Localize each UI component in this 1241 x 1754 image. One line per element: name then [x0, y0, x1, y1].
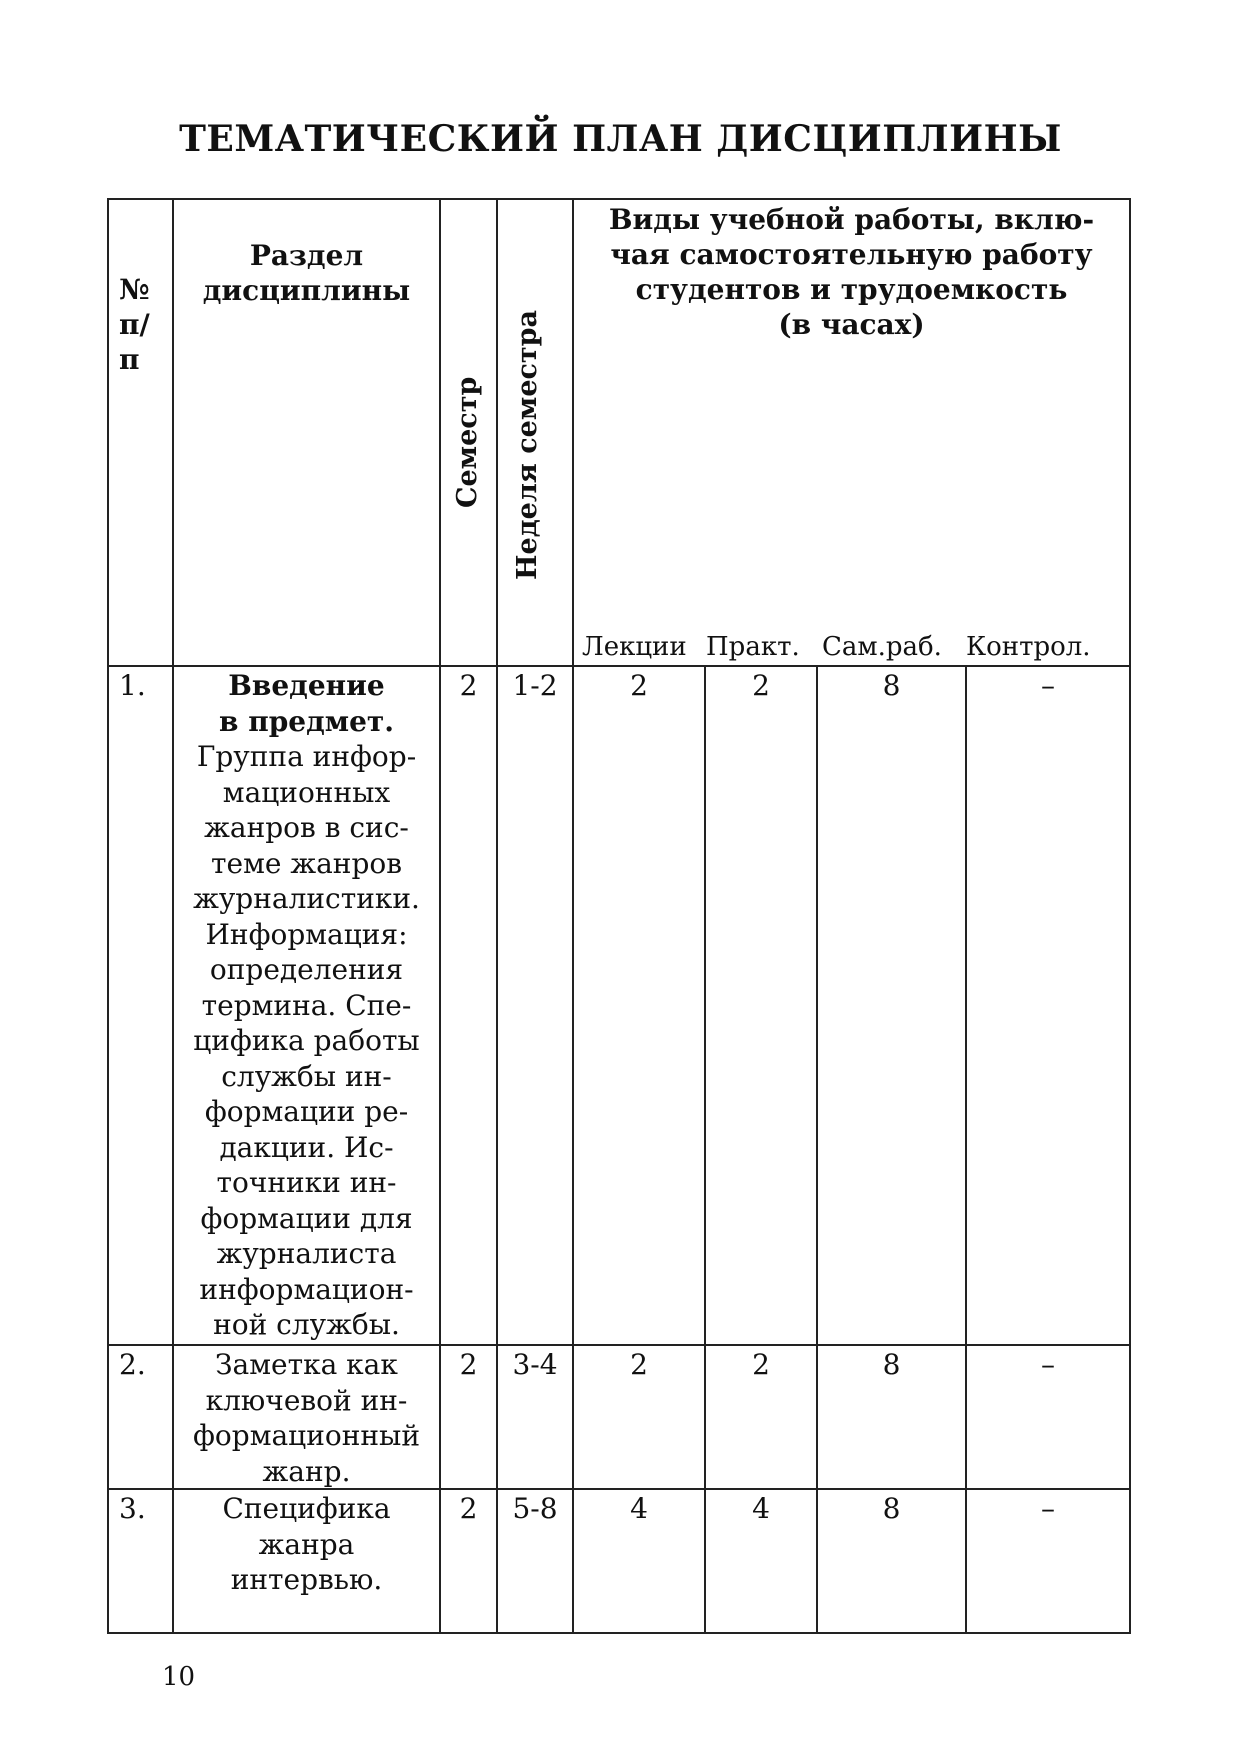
row-section-line: службы ин- — [221, 1059, 392, 1093]
row-section-line: жанра — [258, 1527, 355, 1561]
row-selfwork: 8 — [882, 1492, 901, 1525]
row-section-line: мационных — [222, 775, 391, 809]
row-section-line: термина. Спе- — [201, 988, 412, 1022]
header-num-line: п/ — [119, 308, 150, 341]
row-section-line: точники ин- — [216, 1166, 397, 1199]
row-week: 5-8 — [512, 1492, 558, 1525]
row-week: 1-2 — [512, 669, 558, 702]
row-control: – — [1041, 669, 1055, 702]
header-section-line: Раздел — [249, 239, 364, 272]
page-title: ТЕМАТИЧЕСКИЙ ПЛАН ДИСЦИПЛИНЫ — [179, 118, 1062, 160]
header-section-line: дисциплины — [202, 274, 411, 307]
header-work-line: Виды учебной работы, вклю- — [608, 203, 1095, 236]
row-section-line: журналиста — [216, 1237, 397, 1270]
row-section — [174, 668, 439, 1343]
subheader-practice: Практ. — [706, 632, 800, 662]
row-section-line: жанр. — [262, 1454, 351, 1488]
row-section-line: интервью. — [230, 1563, 383, 1596]
row-practice: 4 — [752, 1492, 770, 1525]
subheader-control: Контрол. — [966, 632, 1091, 662]
row-num: 1. — [119, 669, 146, 702]
header-semester: Семестр — [452, 376, 483, 508]
row-section-line: теме жанров — [211, 846, 402, 880]
row-section-line: Специфика — [222, 1492, 391, 1525]
row-section-line: формации ре- — [204, 1095, 409, 1128]
row-section-line: ключевой ин- — [205, 1383, 408, 1417]
row-lectures: 2 — [630, 1348, 648, 1381]
row-section-line: Заметка как — [215, 1348, 398, 1381]
row-selfwork: 8 — [882, 669, 901, 702]
subheader-lectures: Лекции — [582, 632, 687, 662]
row-control: – — [1041, 1348, 1055, 1381]
row-section-line: информацион- — [199, 1272, 414, 1306]
row-section-line: формации для — [200, 1201, 413, 1235]
row-num: 3. — [119, 1492, 146, 1525]
subheader-selfwork: Сам.раб. — [822, 632, 942, 662]
header-work-line: (в часах) — [778, 308, 925, 341]
row-section-line: журналистики. — [193, 882, 420, 915]
row-section — [174, 1491, 439, 1598]
row-lectures: 2 — [630, 669, 648, 702]
row-section-line: формационный — [193, 1419, 420, 1452]
row-practice: 2 — [752, 669, 770, 702]
header-week: Неделя семестра — [512, 309, 543, 580]
row-section-title: в предмет. — [219, 704, 394, 738]
row-semester: 2 — [459, 1348, 478, 1381]
row-section-line: Информация: — [205, 917, 408, 951]
row-section-line: дакции. Ис- — [219, 1130, 394, 1164]
row-section-line: Группа инфор- — [196, 740, 417, 773]
page-number: 10 — [162, 1662, 196, 1692]
header-work-types — [574, 202, 1129, 342]
row-section-line: определения — [209, 953, 404, 986]
header-num — [119, 272, 169, 377]
row-section — [174, 1347, 439, 1489]
row-week: 3-4 — [512, 1348, 558, 1381]
row-section-line: жанров в сис- — [204, 811, 409, 844]
header-num-line: п — [119, 343, 140, 376]
row-practice: 2 — [752, 1348, 770, 1381]
header-work-line: чая самостоятельную работу — [610, 238, 1093, 271]
header-work-line: студентов и трудоемкость — [635, 273, 1068, 306]
row-section-line: ной службы. — [213, 1308, 400, 1341]
row-lectures: 4 — [630, 1492, 648, 1525]
header-num-line: № — [119, 273, 150, 306]
row-semester: 2 — [459, 669, 478, 702]
row-section-title: Введение — [228, 669, 385, 702]
header-section — [174, 238, 439, 308]
row-control: – — [1041, 1492, 1055, 1525]
row-num: 2. — [119, 1348, 146, 1381]
row-section-line: цифика работы — [193, 1024, 420, 1057]
row-semester: 2 — [459, 1492, 478, 1525]
row-selfwork: 8 — [882, 1348, 901, 1381]
